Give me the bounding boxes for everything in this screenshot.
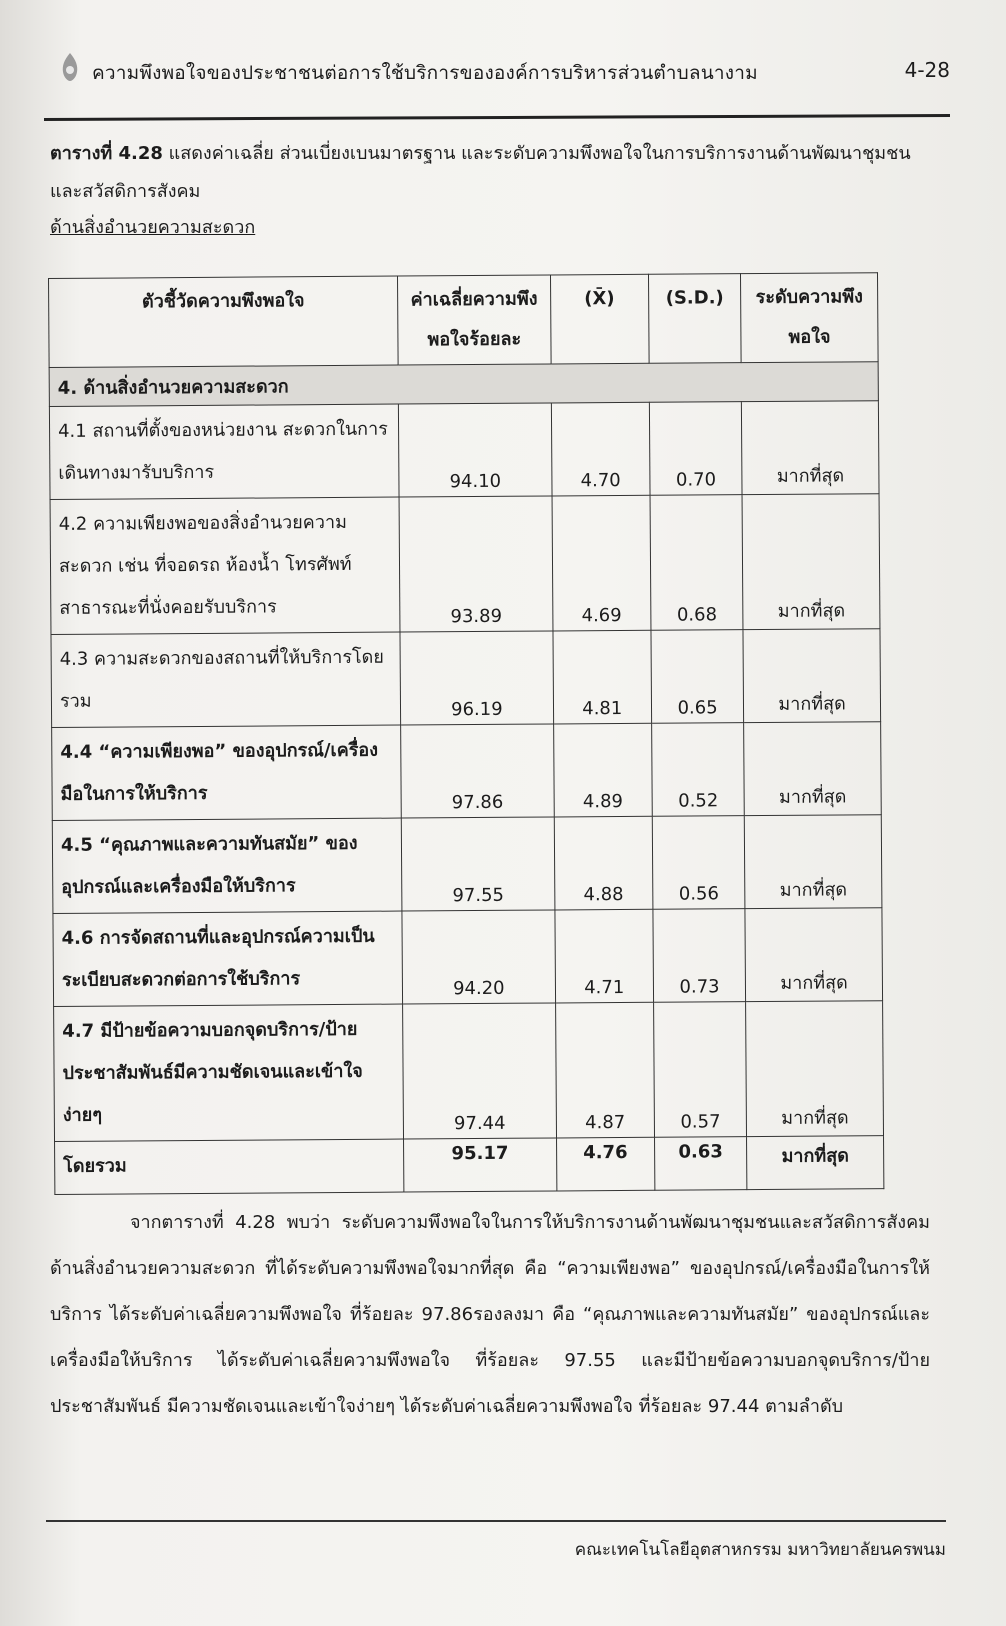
indicator-cell: 4.2 ความเพียงพอของสิ่งอำนวยความสะดวก เช่น ที่จอดรถ ห้องน้ำ โทรศัพท์สาธารณะที่นั่งคอยรับบริการ bbox=[50, 497, 400, 634]
table-row bbox=[50, 494, 880, 635]
mean-cell: 4.88 bbox=[554, 816, 653, 910]
sd-cell: 0.68 bbox=[650, 495, 743, 631]
sd-cell: 0.52 bbox=[652, 723, 745, 817]
mean-cell: 4.89 bbox=[553, 723, 652, 817]
total-sd: 0.63 bbox=[654, 1137, 747, 1191]
percent-cell: 93.89 bbox=[399, 496, 552, 632]
level-cell: มากที่สุด bbox=[744, 722, 881, 816]
sd-cell: 0.73 bbox=[653, 909, 746, 1003]
header-level: ระดับความพึงพอใจ bbox=[741, 273, 878, 363]
mean-cell: 4.69 bbox=[552, 495, 651, 631]
level-cell: มากที่สุด bbox=[743, 629, 880, 723]
sd-cell: 0.57 bbox=[654, 1002, 747, 1138]
mean-cell: 4.70 bbox=[551, 402, 650, 496]
percent-cell: 94.10 bbox=[399, 403, 552, 497]
total-percent: 95.17 bbox=[404, 1138, 557, 1192]
level-cell: มากที่สุด bbox=[742, 401, 879, 495]
group-row bbox=[49, 362, 878, 407]
level-cell: มากที่สุด bbox=[746, 1001, 884, 1137]
group-label: 4. ด้านสิ่งอำนวยความสะดวก bbox=[49, 362, 878, 407]
header-title: ความพึงพอใจของประชาชนต่อการใช้บริการขององค์การบริหารส่วนตำบลนางาม bbox=[92, 62, 758, 84]
footer-divider bbox=[46, 1520, 946, 1522]
percent-cell: 97.55 bbox=[401, 817, 554, 911]
table-row bbox=[51, 629, 881, 728]
total-level: มากที่สุด bbox=[747, 1136, 884, 1190]
table-header-row bbox=[49, 273, 879, 368]
header-percent: ค่าเฉลี่ยความพึงพอใจร้อยละ bbox=[398, 275, 551, 365]
mean-cell: 4.87 bbox=[555, 1002, 654, 1138]
page-header bbox=[40, 50, 950, 90]
percent-cell: 97.44 bbox=[403, 1003, 556, 1139]
table-caption bbox=[50, 135, 930, 211]
header-sd: (S.D.) bbox=[648, 274, 741, 364]
percent-cell: 96.19 bbox=[400, 631, 553, 725]
indicator-cell: 4.7 มีป้ายข้อความบอกจุดบริการ/ป้ายประชาสัมพันธ์มีความชัดเจนและเข้าใจง่ายๆ bbox=[54, 1004, 404, 1141]
table-row bbox=[49, 401, 879, 500]
total-label: โดยรวม bbox=[55, 1139, 405, 1194]
caption-label: ตารางที่ 4.28 bbox=[50, 143, 163, 164]
table-row bbox=[52, 722, 882, 821]
indicator-cell: 4.1 สถานที่ตั้งของหน่วยงาน สะดวกในการเดินทางมารับบริการ bbox=[49, 404, 399, 499]
caption-text: แสดงค่าเฉลี่ย ส่วนเบี่ยงเบนมาตรฐาน และระดับความพึงพอใจในการบริการงานด้านพัฒนาชุมชนและสวัสดิการสังคม bbox=[50, 143, 911, 202]
sd-cell: 0.56 bbox=[652, 816, 745, 910]
sd-cell: 0.70 bbox=[649, 402, 742, 496]
indicator-cell: 4.5 “คุณภาพและความทันสมัย” ของอุปกรณ์และเครื่องมือให้บริการ bbox=[52, 818, 402, 913]
indicator-cell: 4.6 การจัดสถานที่และอุปกรณ์ความเป็นระเบียบสะดวกต่อการใช้บริการ bbox=[53, 911, 403, 1006]
level-cell: มากที่สุด bbox=[742, 494, 880, 630]
university-logo-icon bbox=[58, 52, 82, 82]
level-cell: มากที่สุด bbox=[744, 815, 881, 909]
indicator-cell: 4.3 ความสะดวกของสถานที่ให้บริการโดยรวม bbox=[51, 632, 401, 727]
page-number: 4-28 bbox=[904, 58, 950, 82]
percent-cell: 97.86 bbox=[401, 724, 554, 818]
footer-text: คณะเทคโนโลยีอุตสาหกรรม มหาวิทยาลัยนครพนม bbox=[574, 1540, 946, 1560]
section-heading: ด้านสิ่งอำนวยความสะดวก bbox=[50, 217, 256, 238]
mean-cell: 4.71 bbox=[554, 909, 653, 1003]
table-row bbox=[54, 1001, 884, 1142]
percent-cell: 94.20 bbox=[402, 910, 555, 1004]
header-mean: (X̄) bbox=[550, 274, 649, 364]
level-cell: มากที่สุด bbox=[745, 908, 882, 1002]
total-mean: 4.76 bbox=[556, 1137, 655, 1191]
table-row bbox=[52, 815, 882, 914]
header-indicator: ตัวชี้วัดความพึงพอใจ bbox=[49, 276, 399, 367]
sd-cell: 0.65 bbox=[651, 630, 744, 724]
total-row bbox=[55, 1136, 884, 1195]
summary-paragraph: จากตารางที่ 4.28 พบว่า ระดับความพึงพอใจในการให้บริการงานด้านพัฒนาชุมชนและสวัสดิการสังคม ด้านสิ่งอำนวยความสะดวก ที่ได้ระดับความพึงพอใจมากที่สุด คือ “ความเพียงพอ” ของอุปกรณ์/เครื่องมือในการให้บริการ ได้ระดับค่าเฉลี่ยความพึงพอใจ ที่ร้อยละ 97.86รองลงมา คือ “คุณภาพและความทันสมัย” ของอุปกรณ์และเครื่องมือให้บริการ ได้ระดับค่าเฉลี่ยความพึงพอใจ ที่ร้อยละ 97.55 และมีป้ายข้อความบอกจุดบริการ/ป้ายประชาสัมพันธ์ มีความชัดเจนและเข้าใจง่ายๆ ได้ระดับค่าเฉลี่ยความพึงพอใจ ที่ร้อยละ 97.44 ตามลำดับ bbox=[50, 1212, 930, 1417]
mean-cell: 4.81 bbox=[553, 630, 652, 724]
indicator-cell: 4.4 “ความเพียงพอ” ของอุปกรณ์/เครื่องมือในการให้บริการ bbox=[52, 725, 402, 820]
table-row bbox=[53, 908, 883, 1007]
satisfaction-table bbox=[48, 272, 884, 1195]
